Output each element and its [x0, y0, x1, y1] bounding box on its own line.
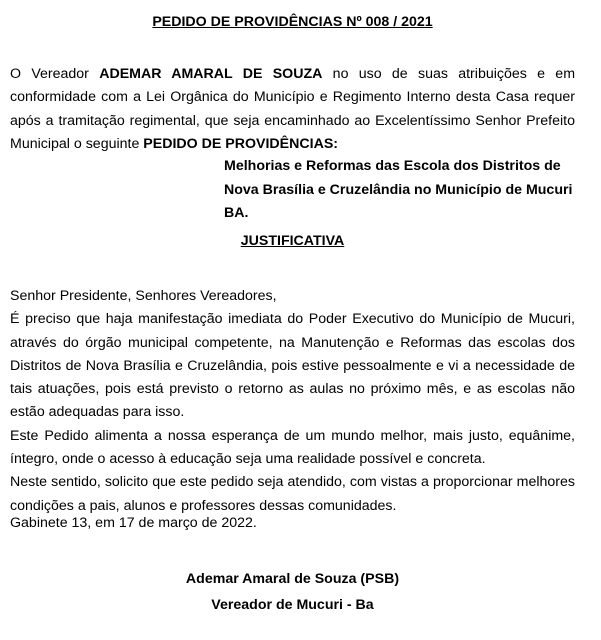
- document-title: PEDIDO DE PROVIDÊNCIAS Nº 008 / 2021: [152, 14, 433, 30]
- body-paragraph: Neste sentido, solicito que este pedido seja atendido, com vistas a proporcionar melhores condições a pais, alunos e professores dessas comunidades.: [10, 474, 575, 514]
- request-subject: Melhorias e Reformas das Escola dos Distritos de Nova Brasília e Cruzelândia no Município de Mucuri BA.: [224, 158, 573, 221]
- intro-paragraph: [10, 63, 575, 156]
- greeting-paragraph: Senhor Presidente, Senhores Vereadores,: [10, 288, 277, 304]
- councilman-name: ADEMAR AMARAL DE SOUZA: [99, 66, 323, 82]
- intro-middle: no uso de suas atribuições e em conformidade com a Lei Orgânica do Município e Regimento Interno desta Casa requer após a tramitação regimental, que seja encaminhado ao Excelentíssimo Senhor Prefeito Municipal o seguinte: [10, 66, 576, 152]
- date-line: Gabinete 13, em 17 de março de 2022.: [10, 515, 257, 531]
- signer-role: Vereador de Mucuri - Ba: [211, 597, 374, 613]
- request-label: PEDIDO DE PROVIDÊNCIAS:: [143, 135, 339, 152]
- signer-name: Ademar Amaral de Souza (PSB): [185, 571, 400, 587]
- justification-title: JUSTIFICATIVA: [240, 233, 345, 249]
- justification-body: [10, 285, 575, 518]
- signature-block: [10, 566, 575, 618]
- body-paragraph: Este Pedido alimenta a nossa esperança de um mundo melhor, mais justo, equânime, íntegro, onde o acesso à educação seja uma realidade possível e concreta.: [10, 427, 575, 468]
- body-paragraph: É preciso que haja manifestação imediata do Poder Executivo do Município de Mucuri, através do órgão municipal competente, na Manutenção e Reformas das escolas dos Distritos de Nova Brasília e Cruzelândia, pois estive pessoalmente e vi a necessidade de tais atuações, pois está previsto o retorno as aulas no próximo mês, e as escolas não estão adequadas para isso.: [10, 311, 575, 421]
- intro-prefix: O Vereador: [10, 66, 100, 82]
